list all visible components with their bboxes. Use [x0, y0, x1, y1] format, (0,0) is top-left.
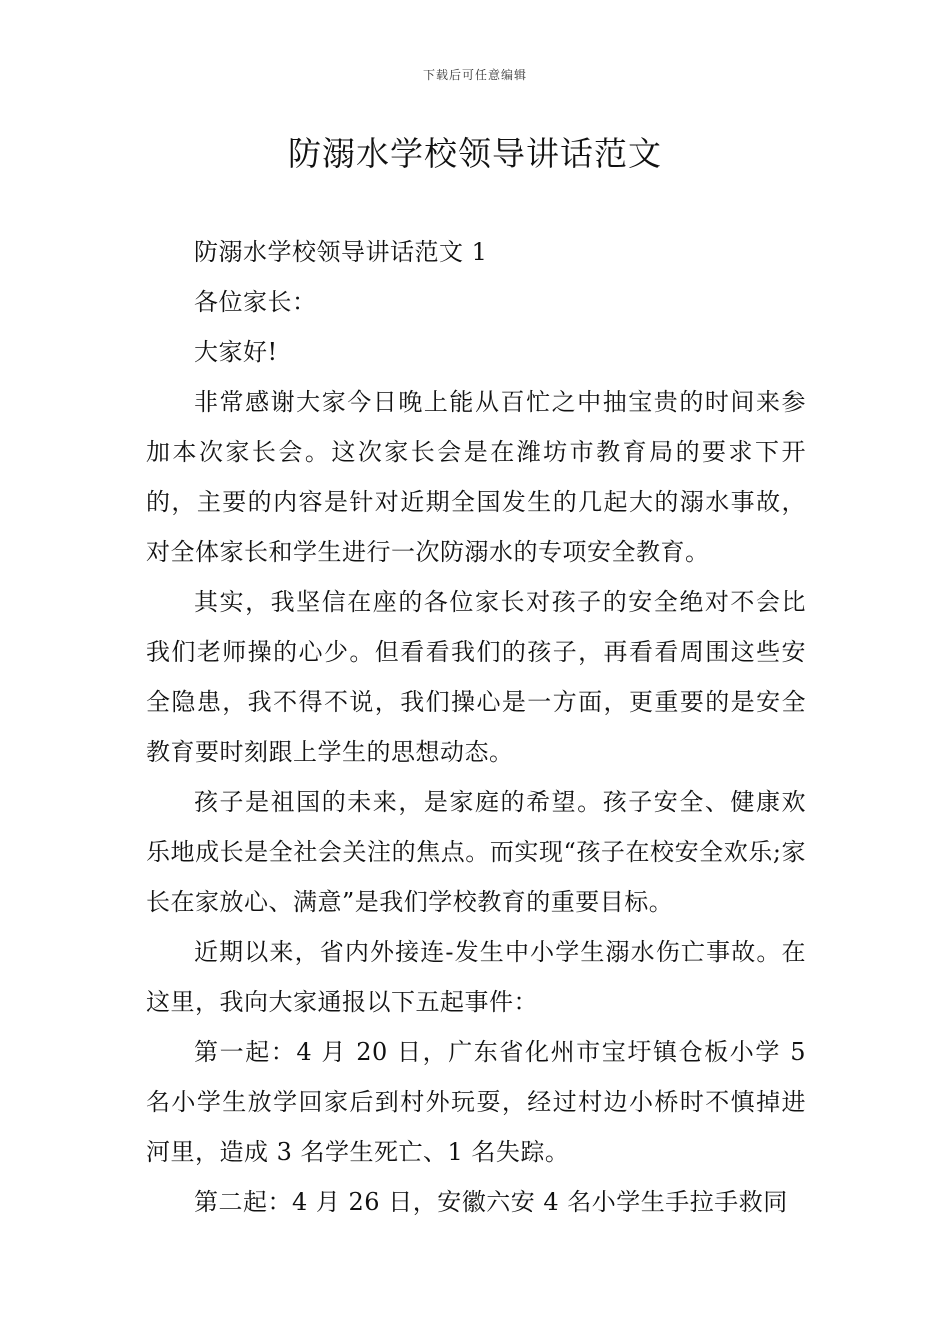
paragraph-future: 孩子是祖国的未来，是家庭的希望。孩子安全、健康欢乐地成长是全社会关注的焦点。而实现“孩子在校安全欢乐;家长在家放心、满意”是我们学校教育的重要目标。 — [146, 788, 806, 916]
paragraph-incident-2: 第二起：4 月 26 日，安徽六安 4 名小学生手拉手救同 — [194, 1188, 788, 1216]
paragraph-intro: 非常感谢大家今日晚上能从百忙之中抽宝贵的时间来参加本次家长会。这次家长会是在潍坊市教育局的要求下开的，主要的内容是针对近期全国发生的几起大的溺水事故，对全体家长和学生进行一次防溺水的专项安全教育。 — [146, 388, 806, 566]
paragraph-concern: 其实，我坚信在座的各位家长对孩子的安全绝对不会比我们老师操的心少。但看看我们的孩子，再看看周围这些安全隐患，我不得不说，我们操心是一方面，更重要的是安全教育要时刻跟上学生的思想动态。 — [146, 588, 806, 766]
paragraph-greeting: 大家好! — [194, 338, 278, 366]
document-body — [146, 227, 806, 1227]
header-note: 下载后可任意编辑 — [422, 68, 527, 82]
paragraph-incidents-intro: 近期以来，省内外接连-发生中小学生溺水伤亡事故。在这里，我向大家通报以下五起事件： — [146, 938, 806, 1016]
paragraph-incident-1: 第一起：4 月 20 日，广东省化州市宝圩镇仓板小学 5 名小学生放学回家后到村外玩耍，经过村边小桥时不慎掉进河里，造成 3 名学生死亡、1 名失踪。 — [146, 1038, 806, 1166]
document-title: 防溺水学校领导讲话范文 — [288, 134, 662, 173]
paragraph-subtitle: 防溺水学校领导讲话范文 1 — [194, 238, 488, 266]
paragraph-salutation: 各位家长： — [194, 288, 317, 316]
